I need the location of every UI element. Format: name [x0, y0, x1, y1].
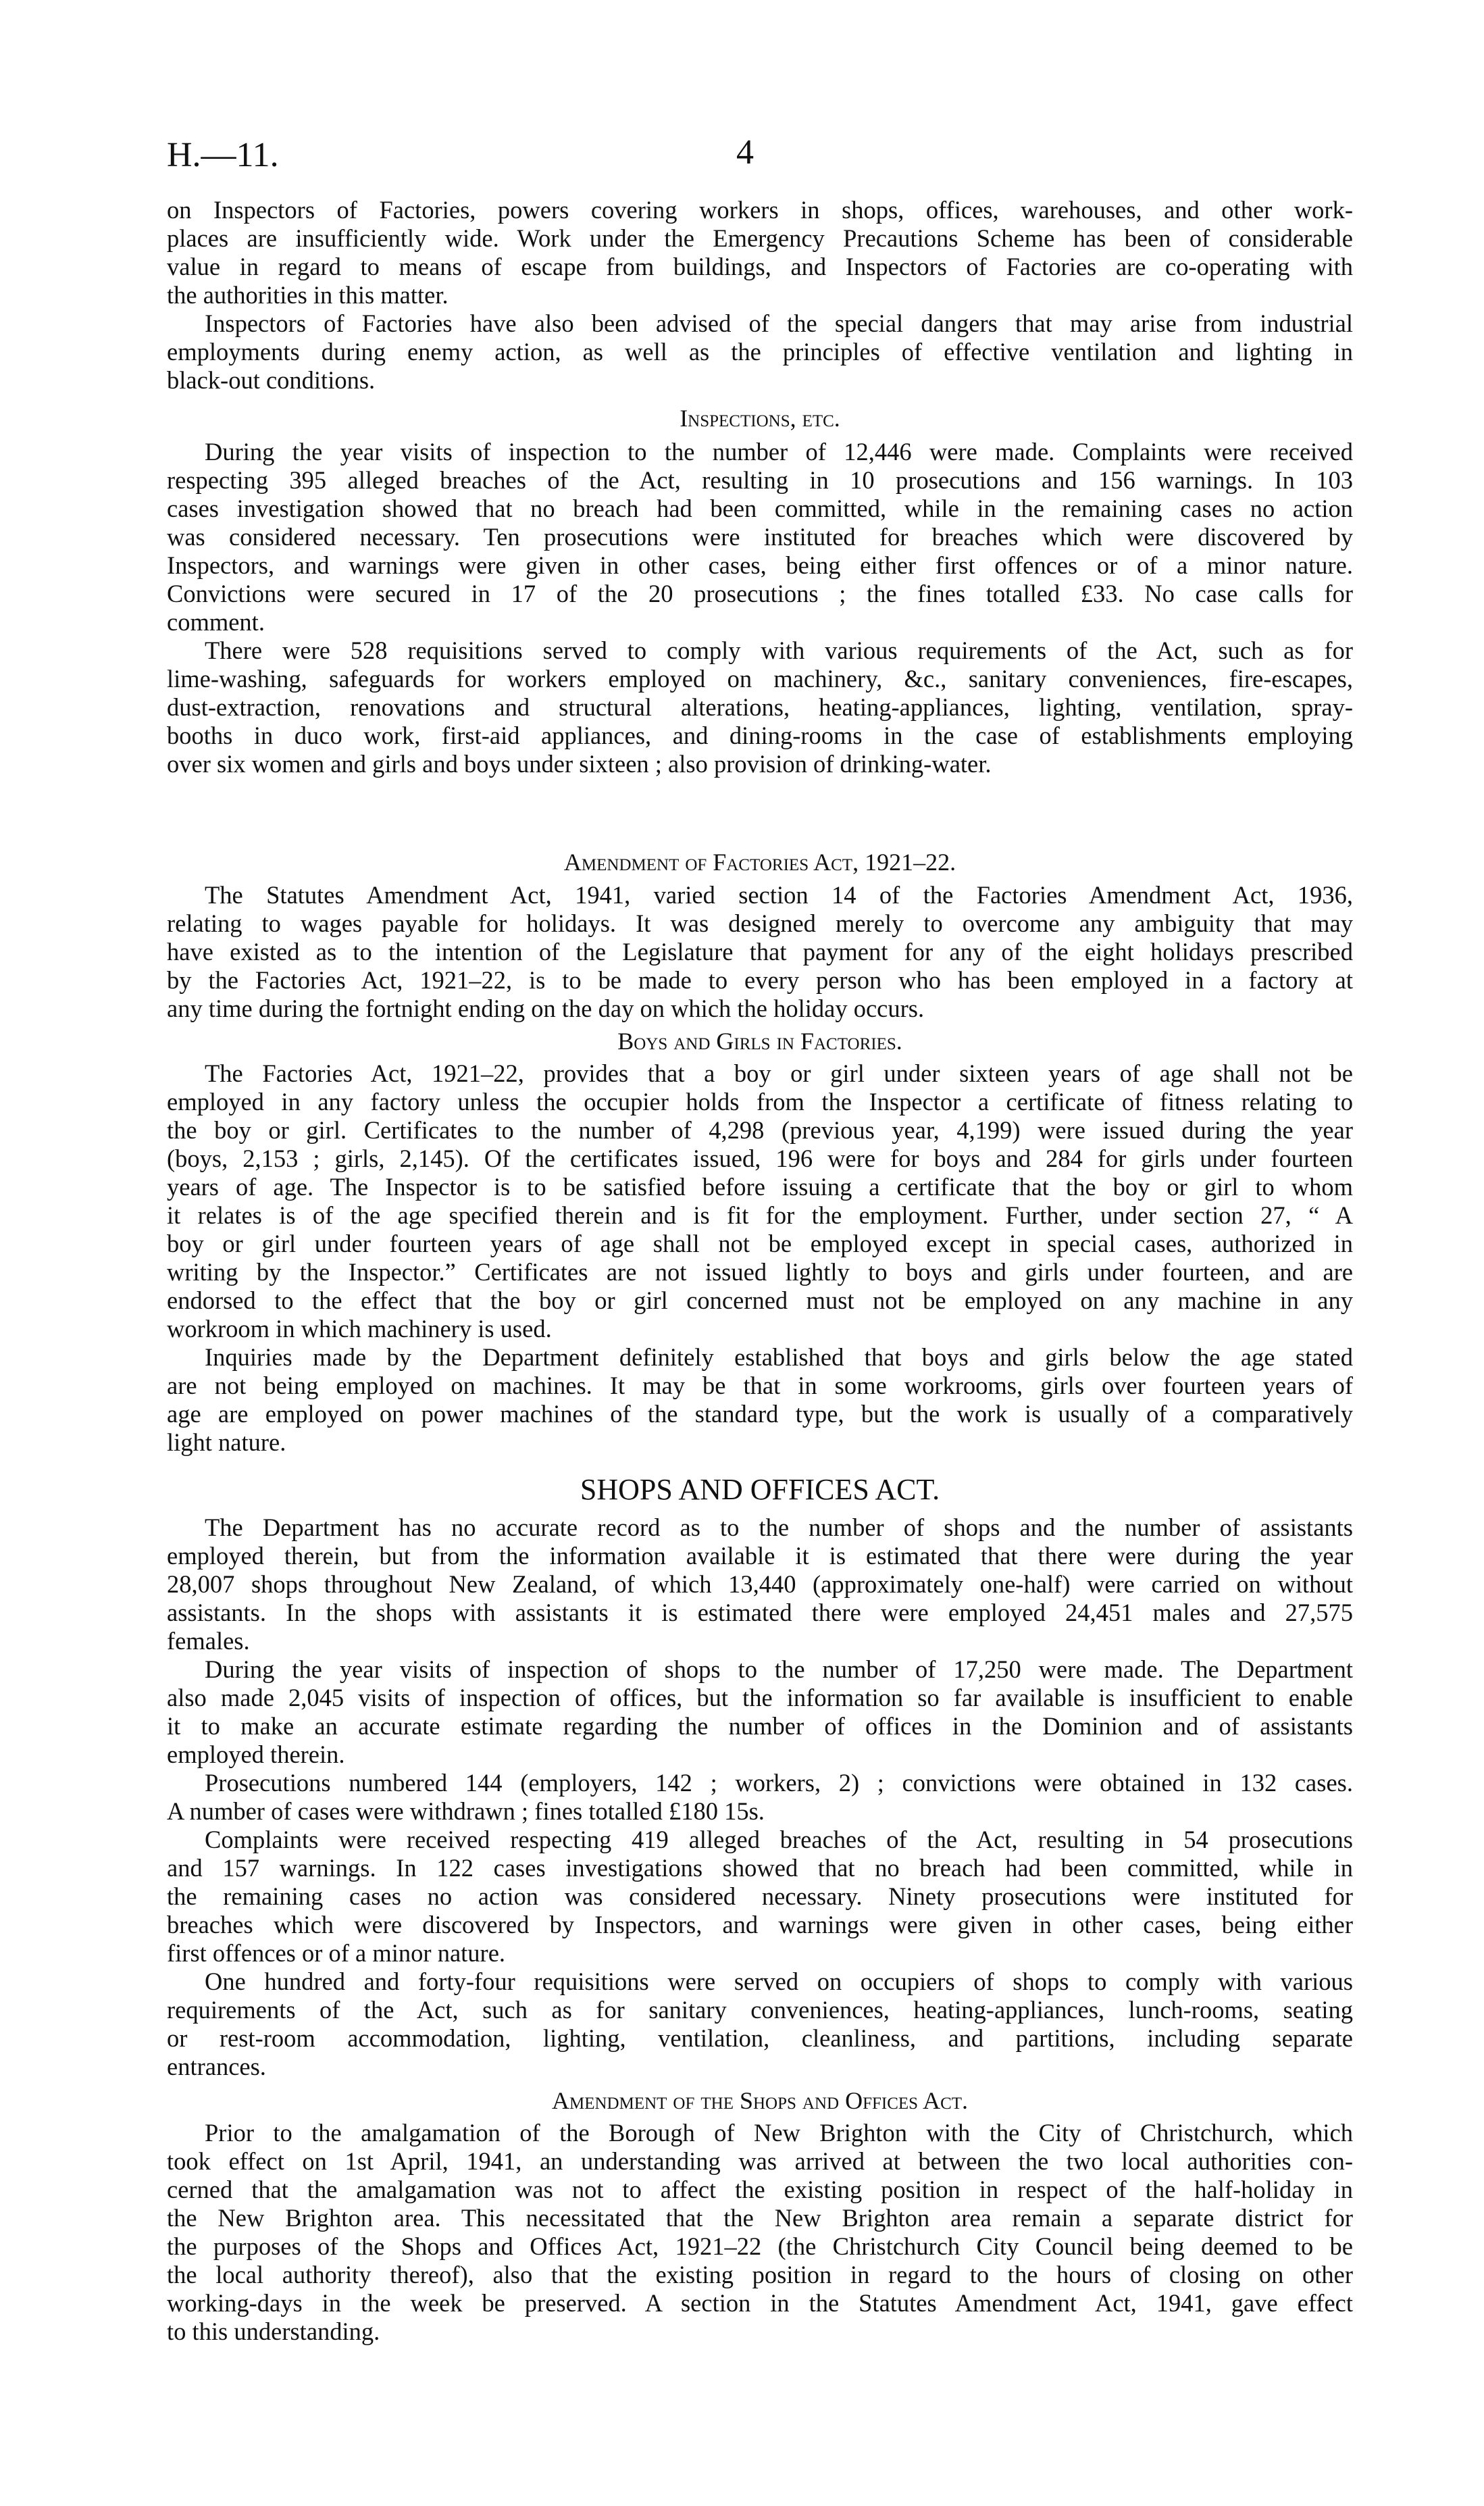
document-reference: H.—11. [167, 136, 279, 174]
text-line: first offences or of a minor nature. [167, 1939, 506, 1967]
section-heading: Inspections, etc. [680, 405, 840, 432]
paragraph [167, 1769, 1353, 1826]
text-line: writing by the Inspector.” Certificates are not issued lightly to boys and girls under fourteen, and are [167, 1258, 1353, 1286]
paragraph [167, 309, 1353, 395]
text-line: the purposes of the Shops and Offices Act, 1921–22 (the Christchurch City Council being deemed to be [167, 2232, 1353, 2260]
text-line: endorsed to the effect that the boy or girl concerned must not be employed on any machine in any [167, 1286, 1353, 1314]
text-line: Inspectors of Factories have also been advised of the special dangers that may arise from industrial [205, 309, 1353, 337]
section-heading: Boys and Girls in Factories. [617, 1028, 902, 1055]
paragraph [167, 1059, 1353, 1343]
text-line: age are employed on power machines of the standard type, but the work is usually of a comparatively [167, 1400, 1353, 1428]
text-line: years of age. The Inspector is to be satisfied before issuing a certificate that the boy or girl to whom [167, 1173, 1353, 1201]
text-line: the authorities in this matter. [167, 281, 449, 309]
text-line: employments during enemy action, as well as the principles of effective ventilation and lighting in [167, 338, 1353, 366]
text-line: are not being employed on machines. It may be that in some workrooms, girls over fourteen years of [167, 1372, 1353, 1399]
text-line: the local authority thereof), also that the existing position in regard to the hours of closing on other [167, 2261, 1353, 2288]
text-line: by the Factories Act, 1921–22, is to be made to every person who has been employed in a factory at [167, 966, 1353, 994]
text-line: comment. [167, 608, 265, 636]
text-line: and 157 warnings. In 122 cases investigations showed that no breach had been committed, while in [167, 1854, 1353, 1882]
text-line: working-days in the week be preserved. A section in the Statutes Amendment Act, 1941, gave effect [167, 2289, 1353, 2317]
paragraph [167, 636, 1353, 778]
text-line: or rest-room accommodation, lighting, ventilation, cleanliness, and partitions, including separate [167, 2024, 1353, 2052]
text-line: (boys, 2,153 ; girls, 2,145). Of the certificates issued, 196 were for boys and 284 for girls under fourteen [167, 1145, 1353, 1172]
text-line: the remaining cases no action was considered necessary. Ninety prosecutions were instituted for [167, 1882, 1353, 1910]
paragraph [167, 1826, 1353, 1968]
text-line: employed in any factory unless the occupier holds from the Inspector a certificate of fitness relating to [167, 1088, 1353, 1116]
text-line: Prior to the amalgamation of the Borough of New Brighton with the City of Christchurch, which [205, 2119, 1353, 2147]
text-line: Inquiries made by the Department definitely established that boys and girls below the age stated [205, 1343, 1353, 1371]
paragraph [167, 1513, 1353, 1655]
section-heading: Amendment of Factories Act, 1921–22. [563, 849, 956, 876]
page-number: 4 [736, 133, 754, 172]
text-line: cerned that the amalgamation was not to affect the existing position in respect of the half-holiday in [167, 2176, 1353, 2203]
paragraph [167, 1343, 1353, 1457]
text-line: entrances. [167, 2053, 266, 2080]
section-heading: SHOPS AND OFFICES ACT. [580, 1473, 940, 1506]
section-body [167, 1059, 1353, 1457]
text-line: 28,007 shops throughout New Zealand, of which 13,440 (approximately one-half) were carried on without [167, 1570, 1353, 1598]
paragraph [167, 2119, 1353, 2346]
text-line: booths in duco work, first-aid appliances, and dining-rooms in the case of establishments employing [167, 722, 1353, 749]
text-line: took effect on 1st April, 1941, an understanding was arrived at between the two local authorities con- [167, 2147, 1353, 2175]
text-line: workroom in which machinery is used. [167, 1315, 552, 1343]
text-line: places are insufficiently wide. Work under the Emergency Precautions Scheme has been of considerable [167, 224, 1353, 252]
text-line: The Department has no accurate record as to the number of shops and the number of assistants [205, 1513, 1353, 1541]
text-line: respecting 395 alleged breaches of the Act, resulting in 10 prosecutions and 156 warnings. In 103 [167, 466, 1353, 494]
text-line: also made 2,045 visits of inspection of offices, but the information so far available is insufficient to enable [167, 1684, 1353, 1711]
text-line: The Factories Act, 1921–22, provides that a boy or girl under sixteen years of age shall not be [205, 1059, 1353, 1087]
text-line: black-out conditions. [167, 366, 376, 394]
text-line: Prosecutions numbered 144 (employers, 142 ; workers, 2) ; convictions were obtained in 132 cases. [205, 1769, 1353, 1797]
text-line: employed therein. [167, 1740, 345, 1768]
text-line: requirements of the Act, such as for sanitary conveniences, heating-appliances, lunch-rooms, seating [167, 1996, 1353, 2024]
paragraph [167, 196, 1353, 309]
text-line: over six women and girls and boys under sixteen ; also provision of drinking-water. [167, 750, 992, 778]
section-body [167, 196, 1353, 395]
text-line: relating to wages payable for holidays. It was designed merely to overcome any ambiguity that may [167, 909, 1353, 937]
section-heading: Amendment of the Shops and Offices Act. [551, 2087, 969, 2114]
paragraph [167, 438, 1353, 636]
text-line: The Statutes Amendment Act, 1941, varied section 14 of the Factories Amendment Act, 1936, [205, 881, 1353, 909]
paragraph [167, 881, 1353, 1023]
section-body [167, 881, 1353, 1023]
text-line: During the year visits of inspection of shops to the number of 17,250 were made. The Department [205, 1655, 1353, 1683]
section-body [167, 1513, 1353, 2081]
text-line: boy or girl under fourteen years of age shall not be employed except in special cases, authorized in [167, 1230, 1353, 1257]
text-line: cases investigation showed that no breach had been committed, while in the remaining cases no action [167, 495, 1353, 522]
text-line: have existed as to the intention of the Legislature that payment for any of the eight holidays prescribed [167, 938, 1353, 966]
text-line: lime-washing, safeguards for workers employed on machinery, &c., sanitary conveniences, fire-escapes, [167, 665, 1353, 693]
text-line: There were 528 requisitions served to comply with various requirements of the Act, such as for [205, 636, 1353, 664]
paragraph [167, 1968, 1353, 2081]
text-line: females. [167, 1627, 250, 1655]
text-line: light nature. [167, 1428, 286, 1456]
text-line: to this understanding. [167, 2317, 380, 2345]
text-line: it relates is of the age specified therein and is fit for the employment. Further, under section 27, “ A [167, 1201, 1353, 1229]
text-line: Convictions were secured in 17 of the 20 prosecutions ; the fines totalled £33. No case calls for [167, 580, 1353, 607]
text-line: any time during the fortnight ending on the day on which the holiday occurs. [167, 995, 925, 1022]
text-line: employed therein, but from the information available it is estimated that there were during the year [167, 1542, 1353, 1570]
text-line: value in regard to means of escape from buildings, and Inspectors of Factories are co-operating with [167, 253, 1353, 280]
text-line: on Inspectors of Factories, powers covering workers in shops, offices, warehouses, and other work- [167, 196, 1353, 224]
section-body [167, 2119, 1353, 2346]
text-line: During the year visits of inspection to the number of 12,446 were made. Complaints were received [205, 438, 1353, 466]
text-line: the boy or girl. Certificates to the number of 4,298 (previous year, 4,199) were issued during the year [167, 1116, 1353, 1144]
text-line: was considered necessary. Ten prosecutions were instituted for breaches which were discovered by [167, 523, 1353, 551]
section-body [167, 438, 1353, 778]
text-line: dust-extraction, renovations and structural alterations, heating-appliances, lighting, ventilation, spray- [167, 693, 1353, 721]
text-line: breaches which were discovered by Inspectors, and warnings were given in other cases, being either [167, 1911, 1353, 1938]
text-line: One hundred and forty-four requisitions were served on occupiers of shops to comply with various [205, 1968, 1353, 1995]
text-line: it to make an accurate estimate regarding the number of offices in the Dominion and of assistants [167, 1712, 1353, 1740]
text-line: assistants. In the shops with assistants it is estimated there were employed 24,451 males and 27,575 [167, 1599, 1353, 1626]
text-line: A number of cases were withdrawn ; fines totalled £180 15s. [167, 1797, 765, 1825]
paragraph [167, 1655, 1353, 1769]
text-line: the New Brighton area. This necessitated that the New Brighton area remain a separate district for [167, 2204, 1353, 2232]
text-line: Inspectors, and warnings were given in other cases, being either first offences or of a minor nature. [167, 551, 1353, 579]
text-line: Complaints were received respecting 419 alleged breaches of the Act, resulting in 54 prosecutions [205, 1826, 1353, 1853]
